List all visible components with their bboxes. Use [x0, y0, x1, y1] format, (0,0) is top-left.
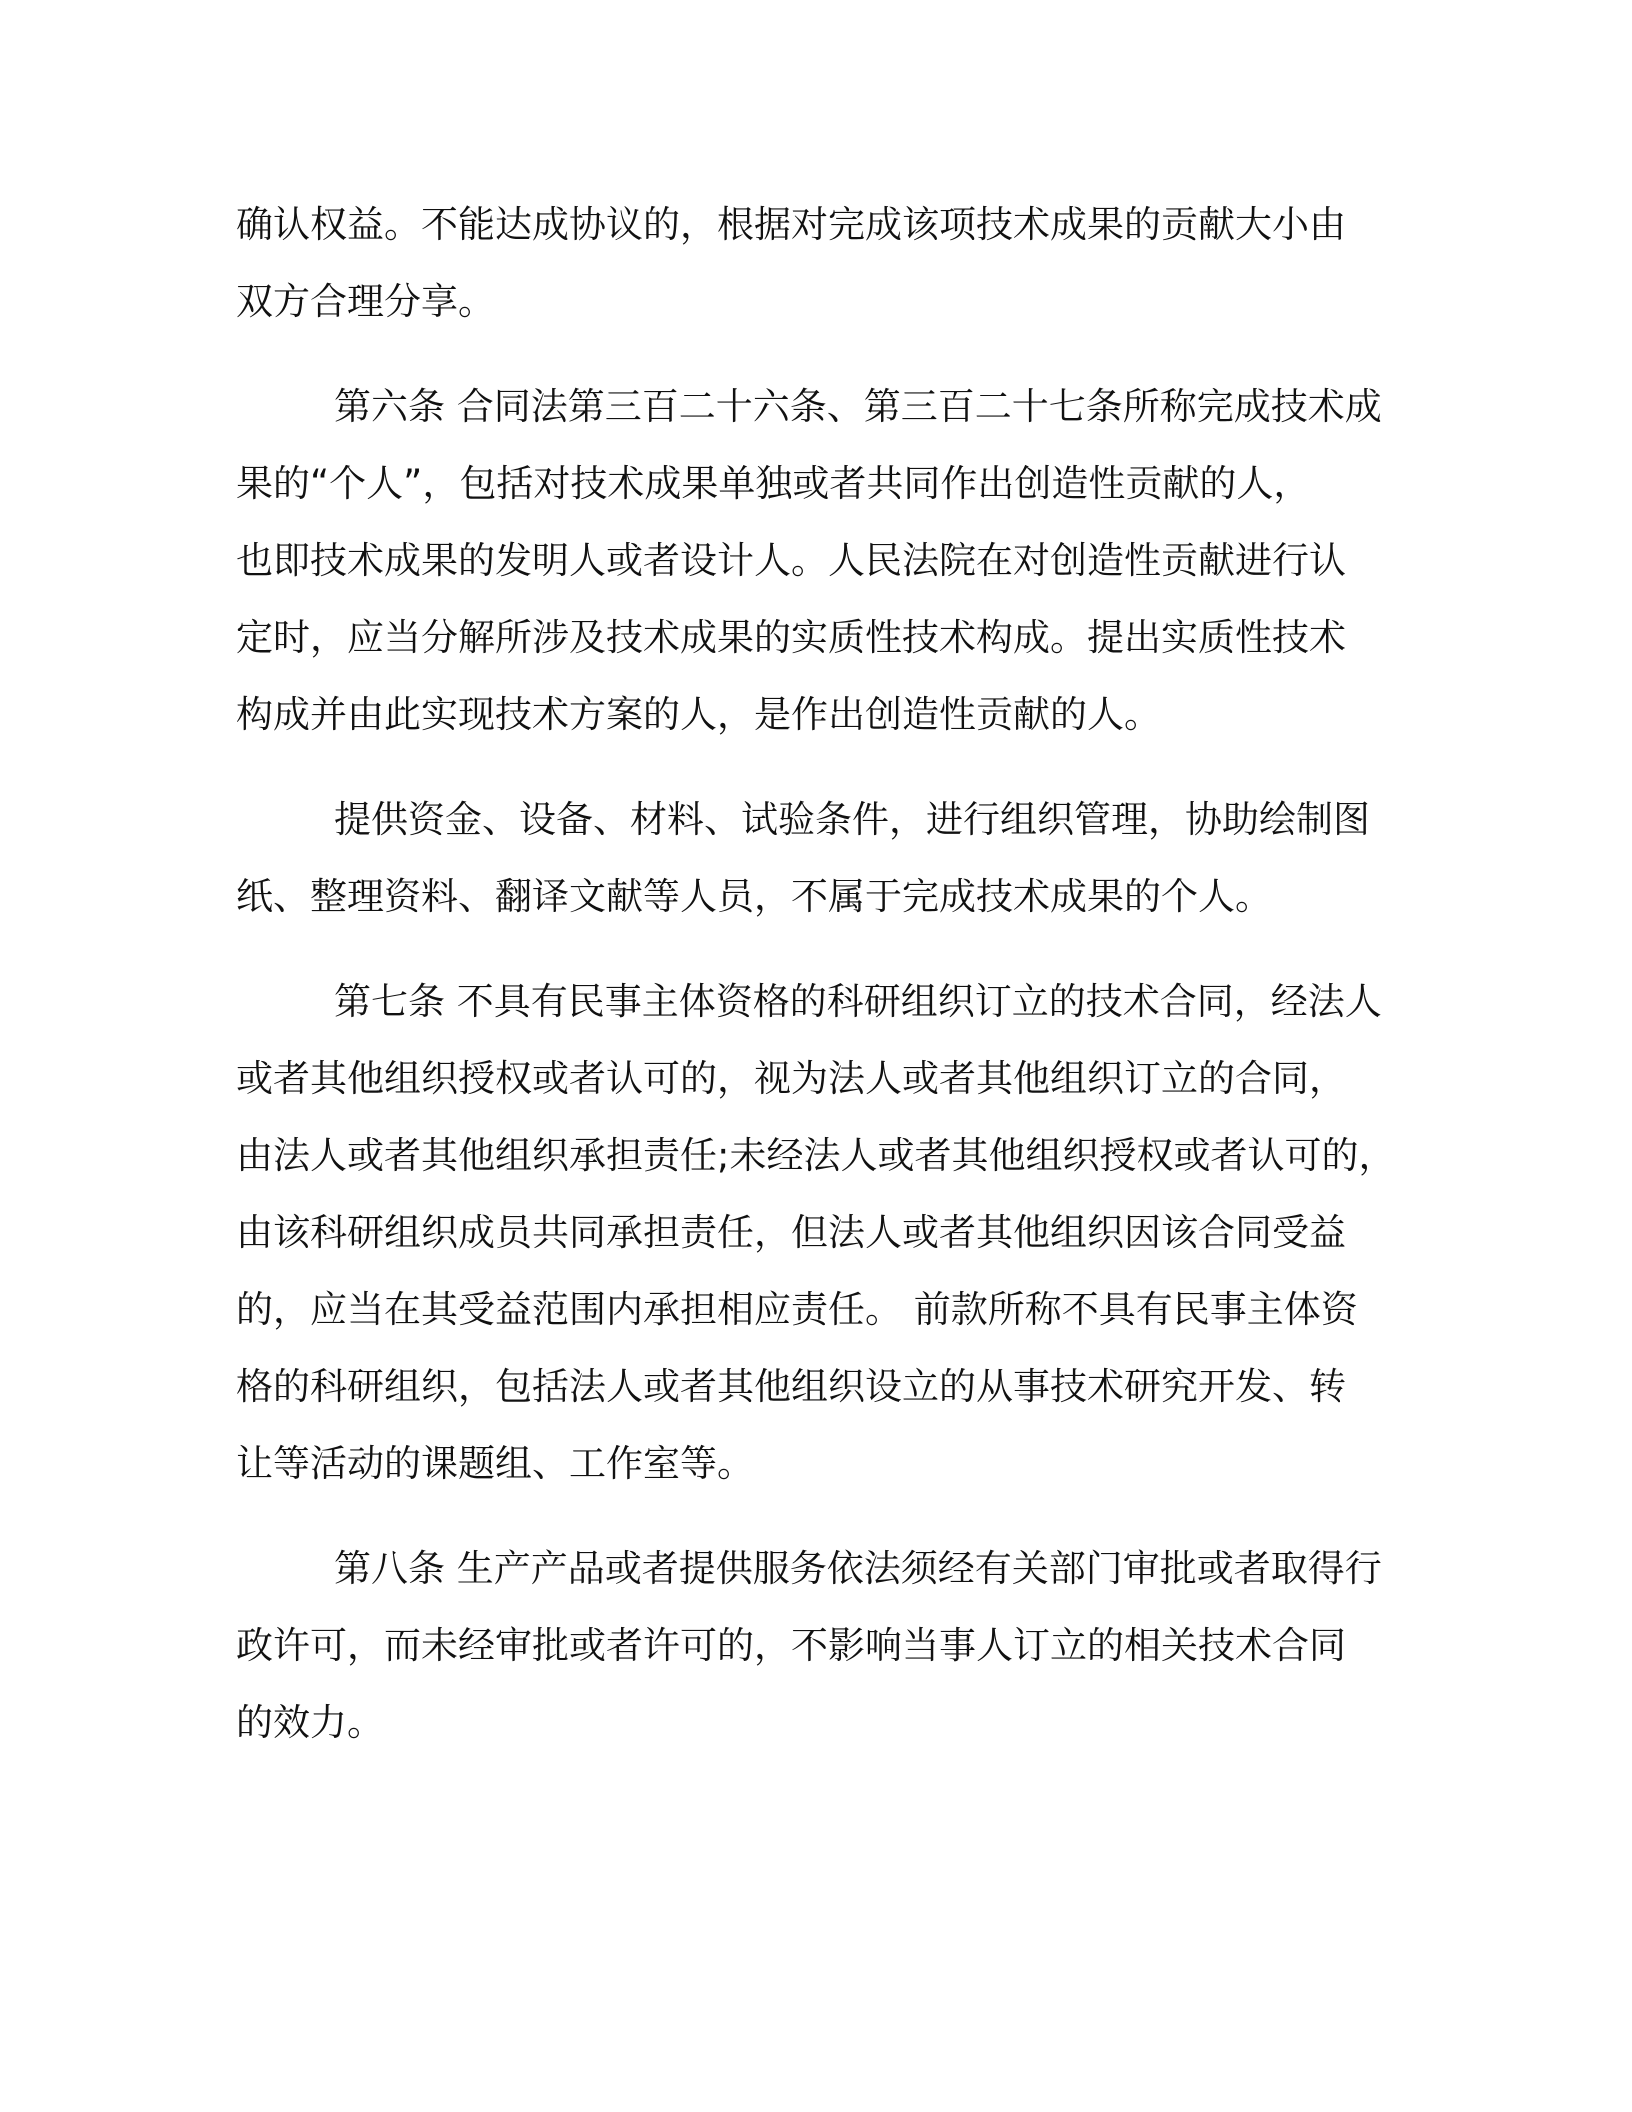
paragraph-continuation [236, 186, 1446, 340]
text-line: 定时，应当分解所涉及技术成果的实质性技术构成。提出实质性技术 [236, 616, 1346, 659]
text-line: 的，应当在其受益范围内承担相应责任。 前款所称不具有民事主体资 [236, 1288, 1358, 1331]
text-line: 纸、整理资料、翻译文献等人员，不属于完成技术成果的个人。 [236, 875, 1272, 918]
paragraph-article-7 [236, 963, 1446, 1502]
text-line: 第六条 合同法第三百二十六条、第三百二十七条所称完成技术成 [334, 385, 1382, 428]
text-line: 果的“个人”，包括对技术成果单独或者共同作出创造性贡献的人， [236, 462, 1311, 505]
text-line: 提供资金、设备、材料、试验条件，进行组织管理，协助绘制图 [334, 798, 1370, 841]
text-line: 第七条 不具有民事主体资格的科研组织订立的技术合同，经法人 [334, 980, 1382, 1023]
paragraph-article-6-second [236, 781, 1446, 935]
text-line: 第八条 生产产品或者提供服务依法须经有关部门审批或者取得行 [334, 1547, 1382, 1590]
document-body [236, 186, 1446, 1761]
text-line: 格的科研组织，包括法人或者其他组织设立的从事技术研究开发、转 [236, 1365, 1346, 1408]
paragraph-article-6 [236, 368, 1446, 753]
text-line: 由法人或者其他组织承担责任;未经法人或者其他组织授权或者认可的， [236, 1134, 1396, 1177]
text-line: 也即技术成果的发明人或者设计人。人民法院在对创造性贡献进行认 [236, 539, 1346, 582]
text-line: 由该科研组织成员共同承担责任，但法人或者其他组织因该合同受益 [236, 1211, 1346, 1254]
text-line: 政许可，而未经审批或者许可的，不影响当事人订立的相关技术合同 [236, 1624, 1346, 1667]
text-line: 双方合理分享。 [236, 280, 495, 323]
text-line: 或者其他组织授权或者认可的，视为法人或者其他组织订立的合同， [236, 1057, 1346, 1100]
text-line: 确认权益。不能达成协议的，根据对完成该项技术成果的贡献大小由 [236, 203, 1346, 246]
text-line: 的效力。 [236, 1701, 384, 1744]
paragraph-article-8 [236, 1530, 1446, 1761]
text-line: 构成并由此实现技术方案的人，是作出创造性贡献的人。 [236, 693, 1161, 736]
text-line: 让等活动的课题组、工作室等。 [236, 1442, 754, 1485]
